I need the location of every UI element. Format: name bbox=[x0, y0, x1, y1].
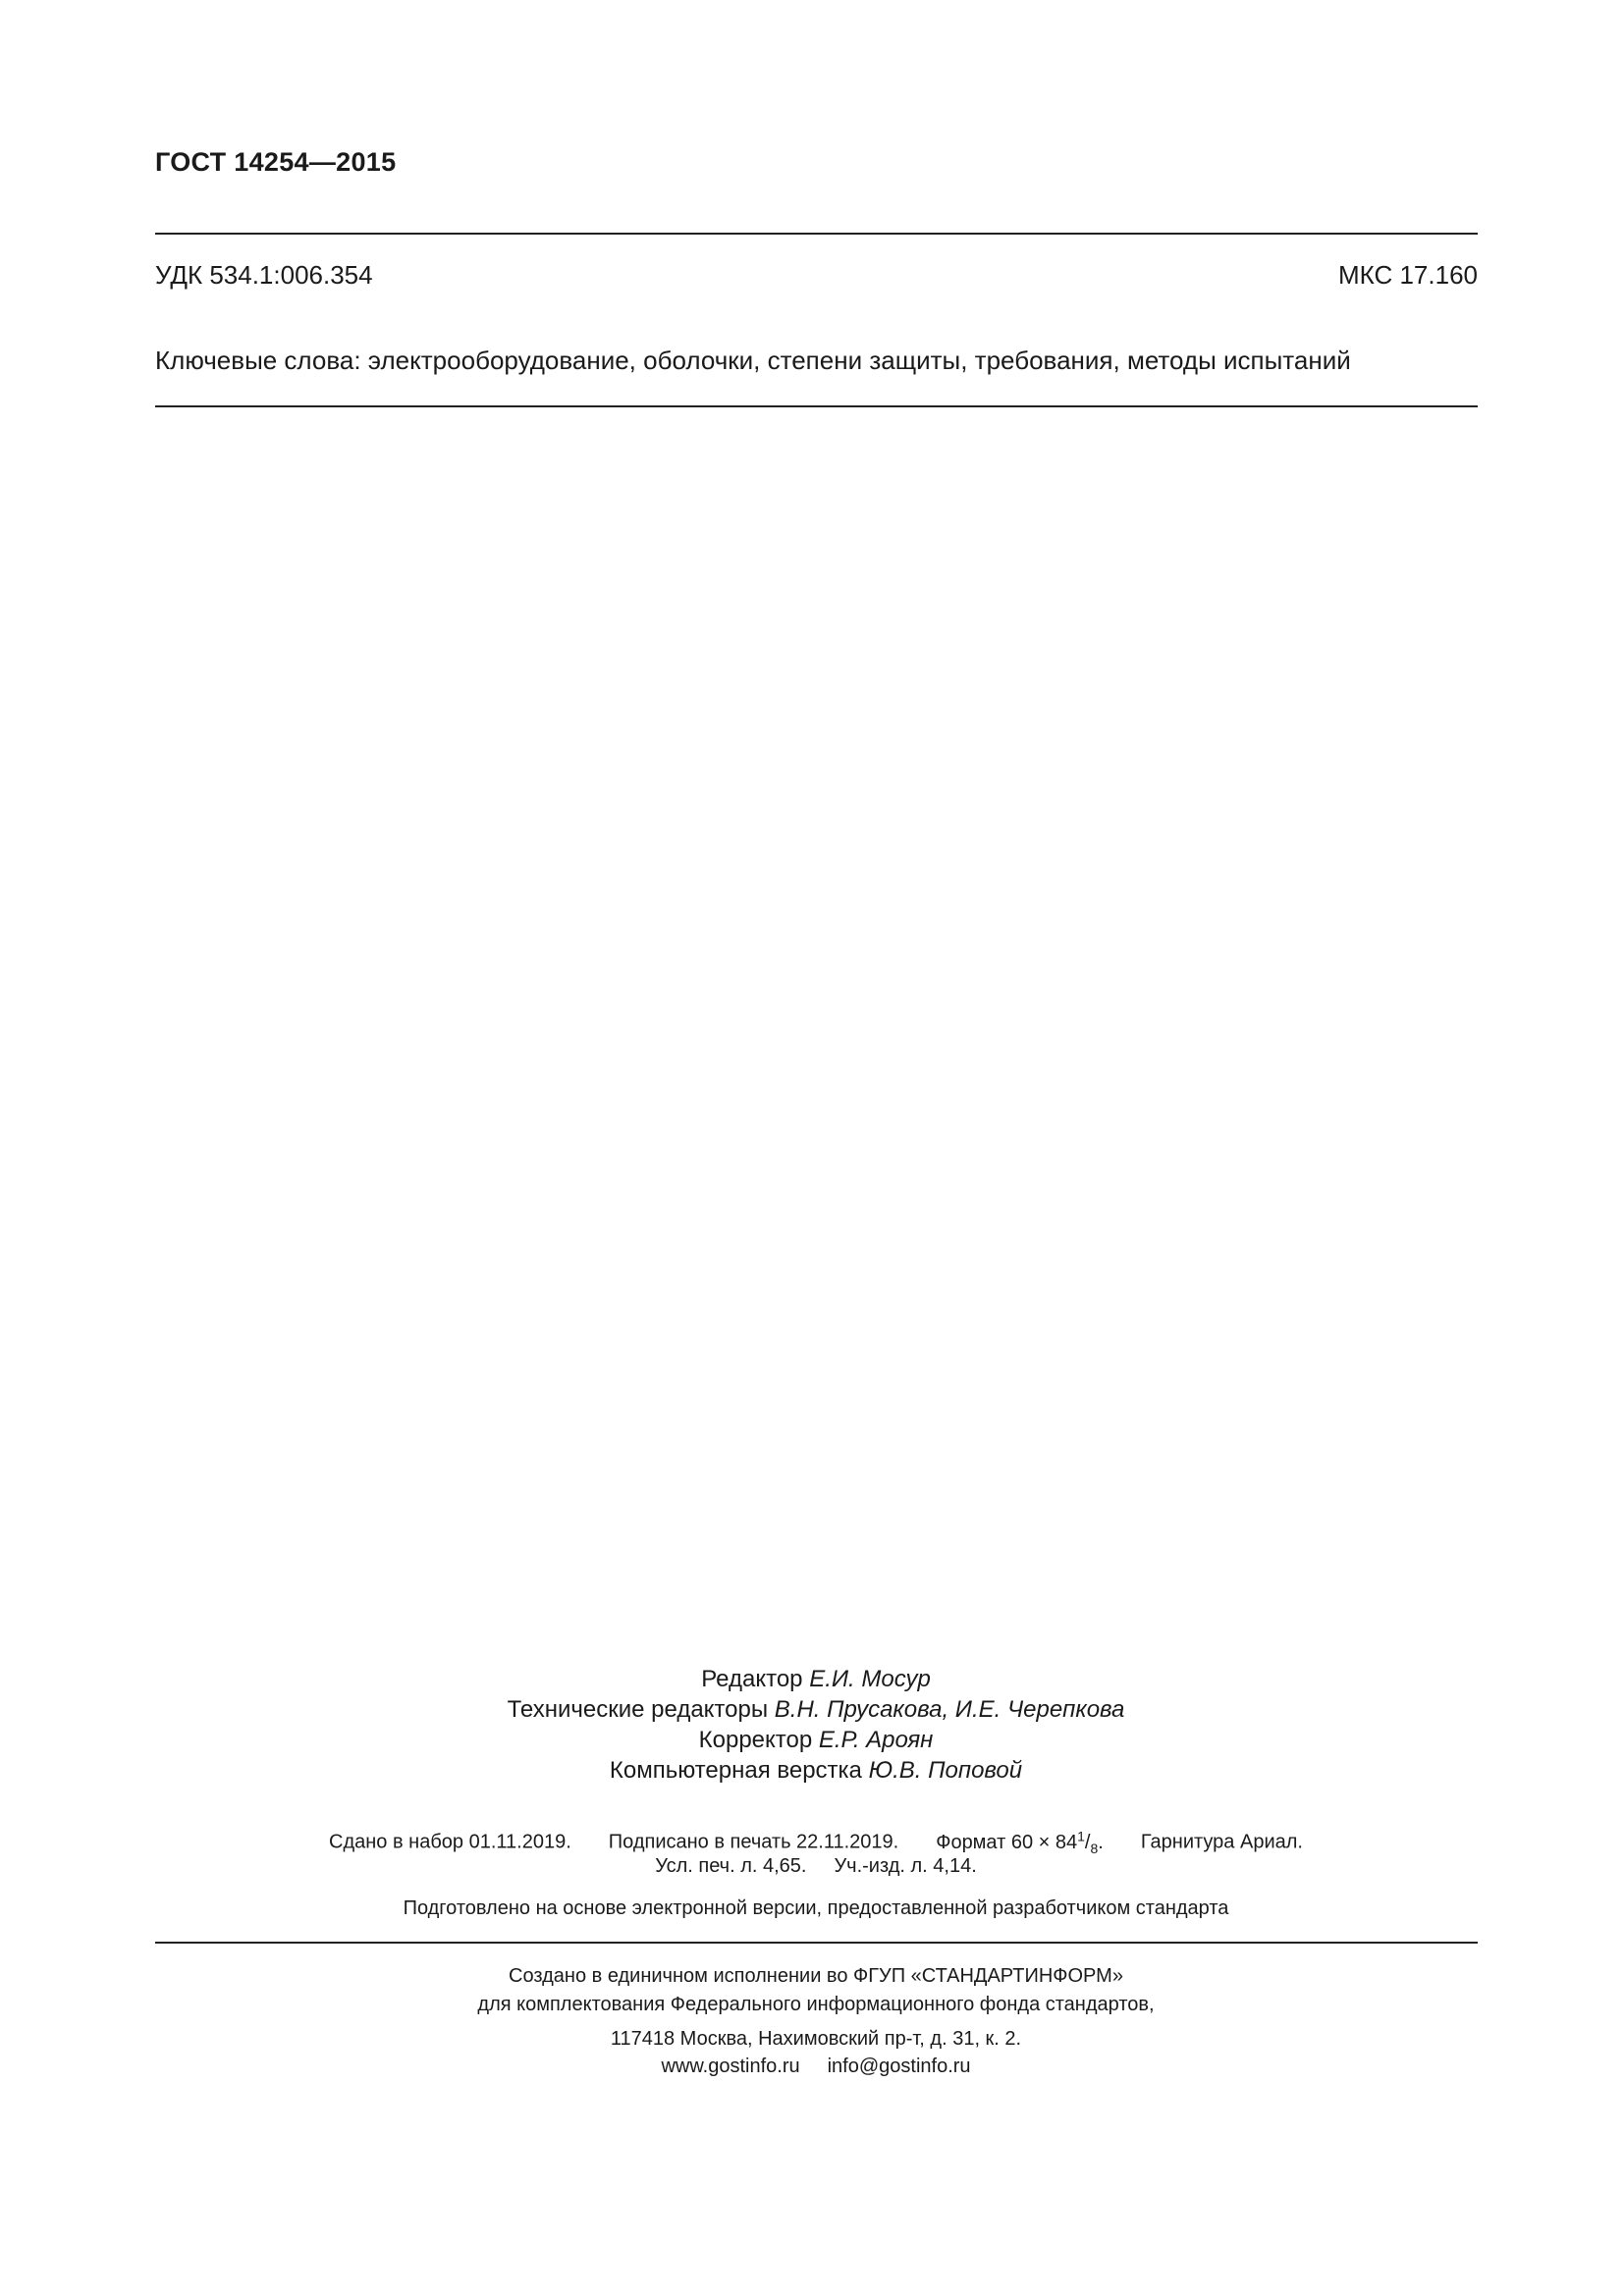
print-info-row-2 bbox=[0, 1855, 1624, 1878]
format-denominator: 8 bbox=[1090, 1840, 1099, 1856]
keywords-line: Ключевые слова: электрооборудование, оболочки, степени защиты, требования, методы испытаний bbox=[155, 346, 1351, 375]
print-info-row-1 bbox=[0, 1828, 1624, 1856]
credit-layout bbox=[0, 1757, 1624, 1785]
footer-contacts bbox=[0, 2056, 1624, 2078]
divider-top bbox=[155, 233, 1478, 235]
format-prefix: Формат 60 × 84 bbox=[936, 1831, 1078, 1853]
tech-editors-names: В.Н. Прусакова, И.Е. Черепкова bbox=[774, 1696, 1125, 1723]
publishing-sheets: Уч.-изд. л. 4,14. bbox=[834, 1855, 977, 1877]
divider-keywords bbox=[155, 405, 1478, 407]
footer-address: 117418 Москва, Нахимовский пр-т, д. 31, к. 2. bbox=[610, 2028, 1022, 2050]
tech-editors-label: Технические редакторы bbox=[507, 1696, 769, 1723]
email-link[interactable]: info@gostinfo.ru bbox=[827, 2056, 971, 2077]
corrector-label: Корректор bbox=[698, 1727, 813, 1753]
divider-footer bbox=[155, 1942, 1478, 1944]
website-link[interactable]: www.gostinfo.ru bbox=[661, 2056, 800, 2077]
editor-label: Редактор bbox=[701, 1666, 803, 1692]
typeface-info: Гарнитура Ариал. bbox=[1140, 1831, 1303, 1853]
print-sheets: Усл. печ. л. 4,65. bbox=[655, 1855, 807, 1877]
layout-label: Компьютерная верстка bbox=[609, 1757, 862, 1784]
credit-editor bbox=[0, 1666, 1624, 1693]
format-separator: / bbox=[1084, 1831, 1091, 1853]
prepared-note: Подготовлено на основе электронной версии, предоставленной разработчиком стандарта bbox=[403, 1897, 1229, 1919]
footer-created: Создано в единичном исполнении во ФГУП «СТАНДАРТИНФОРМ» bbox=[509, 1965, 1123, 1987]
signed-date: Подписано в печать 22.11.2019. bbox=[608, 1831, 899, 1853]
standard-code: ГОСТ 14254—2015 bbox=[155, 147, 397, 177]
editor-name: Е.И. Мосур bbox=[809, 1666, 931, 1692]
udk-code: УДК 534.1:006.354 bbox=[155, 260, 373, 290]
credit-tech-editors bbox=[0, 1696, 1624, 1724]
format-suffix: . bbox=[1098, 1831, 1104, 1853]
mks-code: МКС 17.160 bbox=[1337, 260, 1478, 290]
footer-purpose: для комплектования Федерального информационного фонда стандартов, bbox=[477, 1994, 1155, 2015]
layout-name: Ю.В. Поповой bbox=[868, 1757, 1023, 1784]
format-info bbox=[936, 1828, 1104, 1856]
format-numerator: 1 bbox=[1077, 1828, 1085, 1843]
typeset-date: Сдано в набор 01.11.2019. bbox=[329, 1831, 571, 1853]
credit-corrector bbox=[0, 1727, 1624, 1754]
corrector-name: Е.Р. Ароян bbox=[818, 1727, 934, 1753]
